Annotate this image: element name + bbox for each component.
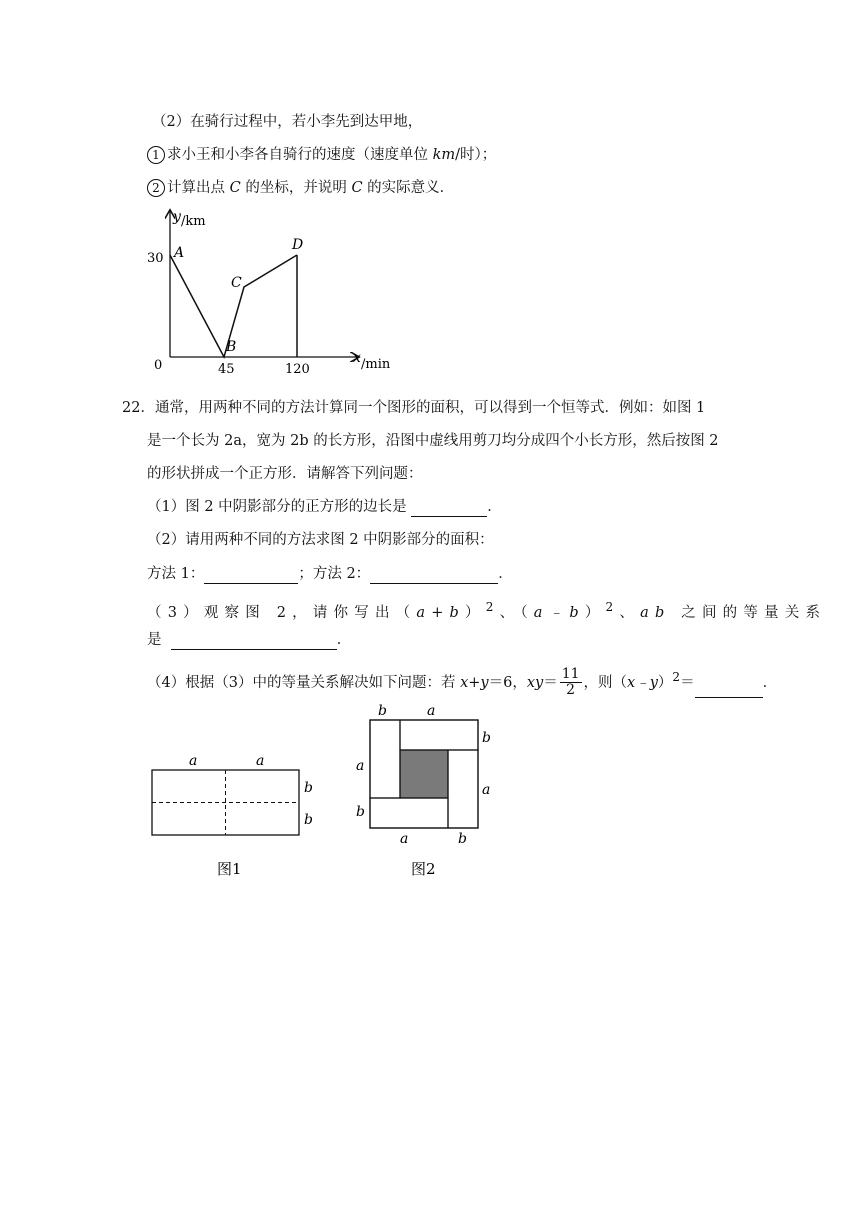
fig2-label-bottom-a: a (400, 831, 409, 847)
distance-time-graph (140, 205, 391, 385)
q22-intro-line1: 22．通常，用两种不同的方法计算同一个图形的面积，可以得到一个恒等式．例如：如图 1 (122, 400, 706, 416)
figure-1 (140, 750, 330, 885)
y-axis-letter: y (173, 209, 181, 225)
fig2-label-bottom-b: b (458, 831, 467, 847)
circled-number-2: 2 (147, 179, 165, 197)
answer-blank-method2[interactable] (370, 567, 498, 584)
fig2-label-right-b: b (482, 730, 491, 746)
q21-part2: （2）在骑行过程中，若小李先到达甲地， (152, 114, 423, 130)
fig2-label-top-a: a (427, 703, 436, 719)
fig1-label-a-right: a (256, 753, 265, 769)
q22-part1: （1）图 2 中阴影部分的正方形的边长是 ． (147, 499, 502, 515)
fig2-right-rect (448, 750, 478, 828)
point-label-c: C (231, 275, 242, 291)
fig2-left-rect (370, 720, 400, 798)
x-tick-45: 45 (218, 362, 235, 377)
q22-part4: （4）根据（3）中的等量关系解决如下问题：若 x+y＝6，xy＝ $\frac{11}{2}$ ，则（x﹣y）$^2$＝ ． (147, 666, 778, 699)
origin-label: 0 (154, 358, 163, 373)
answer-blank-method1[interactable] (204, 567, 298, 584)
fig1-label-a-left: a (189, 753, 198, 769)
q22-part3-line2: 是 ． (147, 632, 352, 648)
circled-number-1: 1 (147, 146, 165, 164)
fig2-label-left-a: a (356, 758, 365, 774)
fig2-label-left-b: b (356, 804, 365, 820)
x-tick-120: 120 (285, 362, 310, 377)
q21-sub1: 1 求小王和小李各自骑行的速度（速度单位 km/时）； (147, 145, 496, 165)
fig2-caption: 图2 (411, 860, 436, 878)
fig2-label-right-a: a (482, 782, 491, 798)
point-label-d: D (292, 237, 304, 253)
fig1-label-b-bottom: b (304, 812, 313, 828)
point-label-b: B (226, 339, 237, 355)
q22-methods: 方法 1： ；方法 2： ． (147, 566, 513, 582)
fraction-eleven-halves: $\frac{11}{2}$ (561, 666, 580, 699)
x-axis-letter: x (353, 350, 361, 366)
y-tick-30: 30 (147, 251, 164, 266)
y-axis-unit: /km (181, 214, 206, 229)
fig2-shaded-square (400, 750, 448, 798)
answer-blank-3[interactable] (171, 633, 337, 650)
fig1-label-b-top: b (304, 780, 313, 796)
answer-blank-1[interactable] (411, 500, 487, 517)
q21-sub2: 2 计算出点 C 的坐标，并说明 C 的实际意义． (147, 178, 454, 198)
fig2-label-top-b: b (378, 703, 387, 719)
fig2-top-rect (400, 720, 478, 750)
x-axis-unit: /min (361, 357, 391, 372)
q22-part2: （2）请用两种不同的方法求图 2 中阴影部分的面积： (147, 532, 494, 548)
q22-part3-line1: （3）观察图 2，请你写出$(a+b)^2$、（a﹣b）$^2$、ab 之间的等量关系 (147, 600, 827, 621)
q22-intro-line3: 的形状拼成一个正方形．请解答下列问题： (147, 466, 423, 482)
fig1-caption: 图1 (217, 860, 242, 878)
answer-blank-4[interactable] (695, 681, 763, 698)
figure-2 (345, 700, 505, 885)
fig2-bottom-rect (370, 798, 448, 828)
point-label-a: A (174, 245, 185, 261)
q22-intro-line2: 是一个长为 2a，宽为 2b 的长方形，沿图中虚线用剪刀均分成四个小长方形，然后按图 2 (147, 433, 719, 449)
